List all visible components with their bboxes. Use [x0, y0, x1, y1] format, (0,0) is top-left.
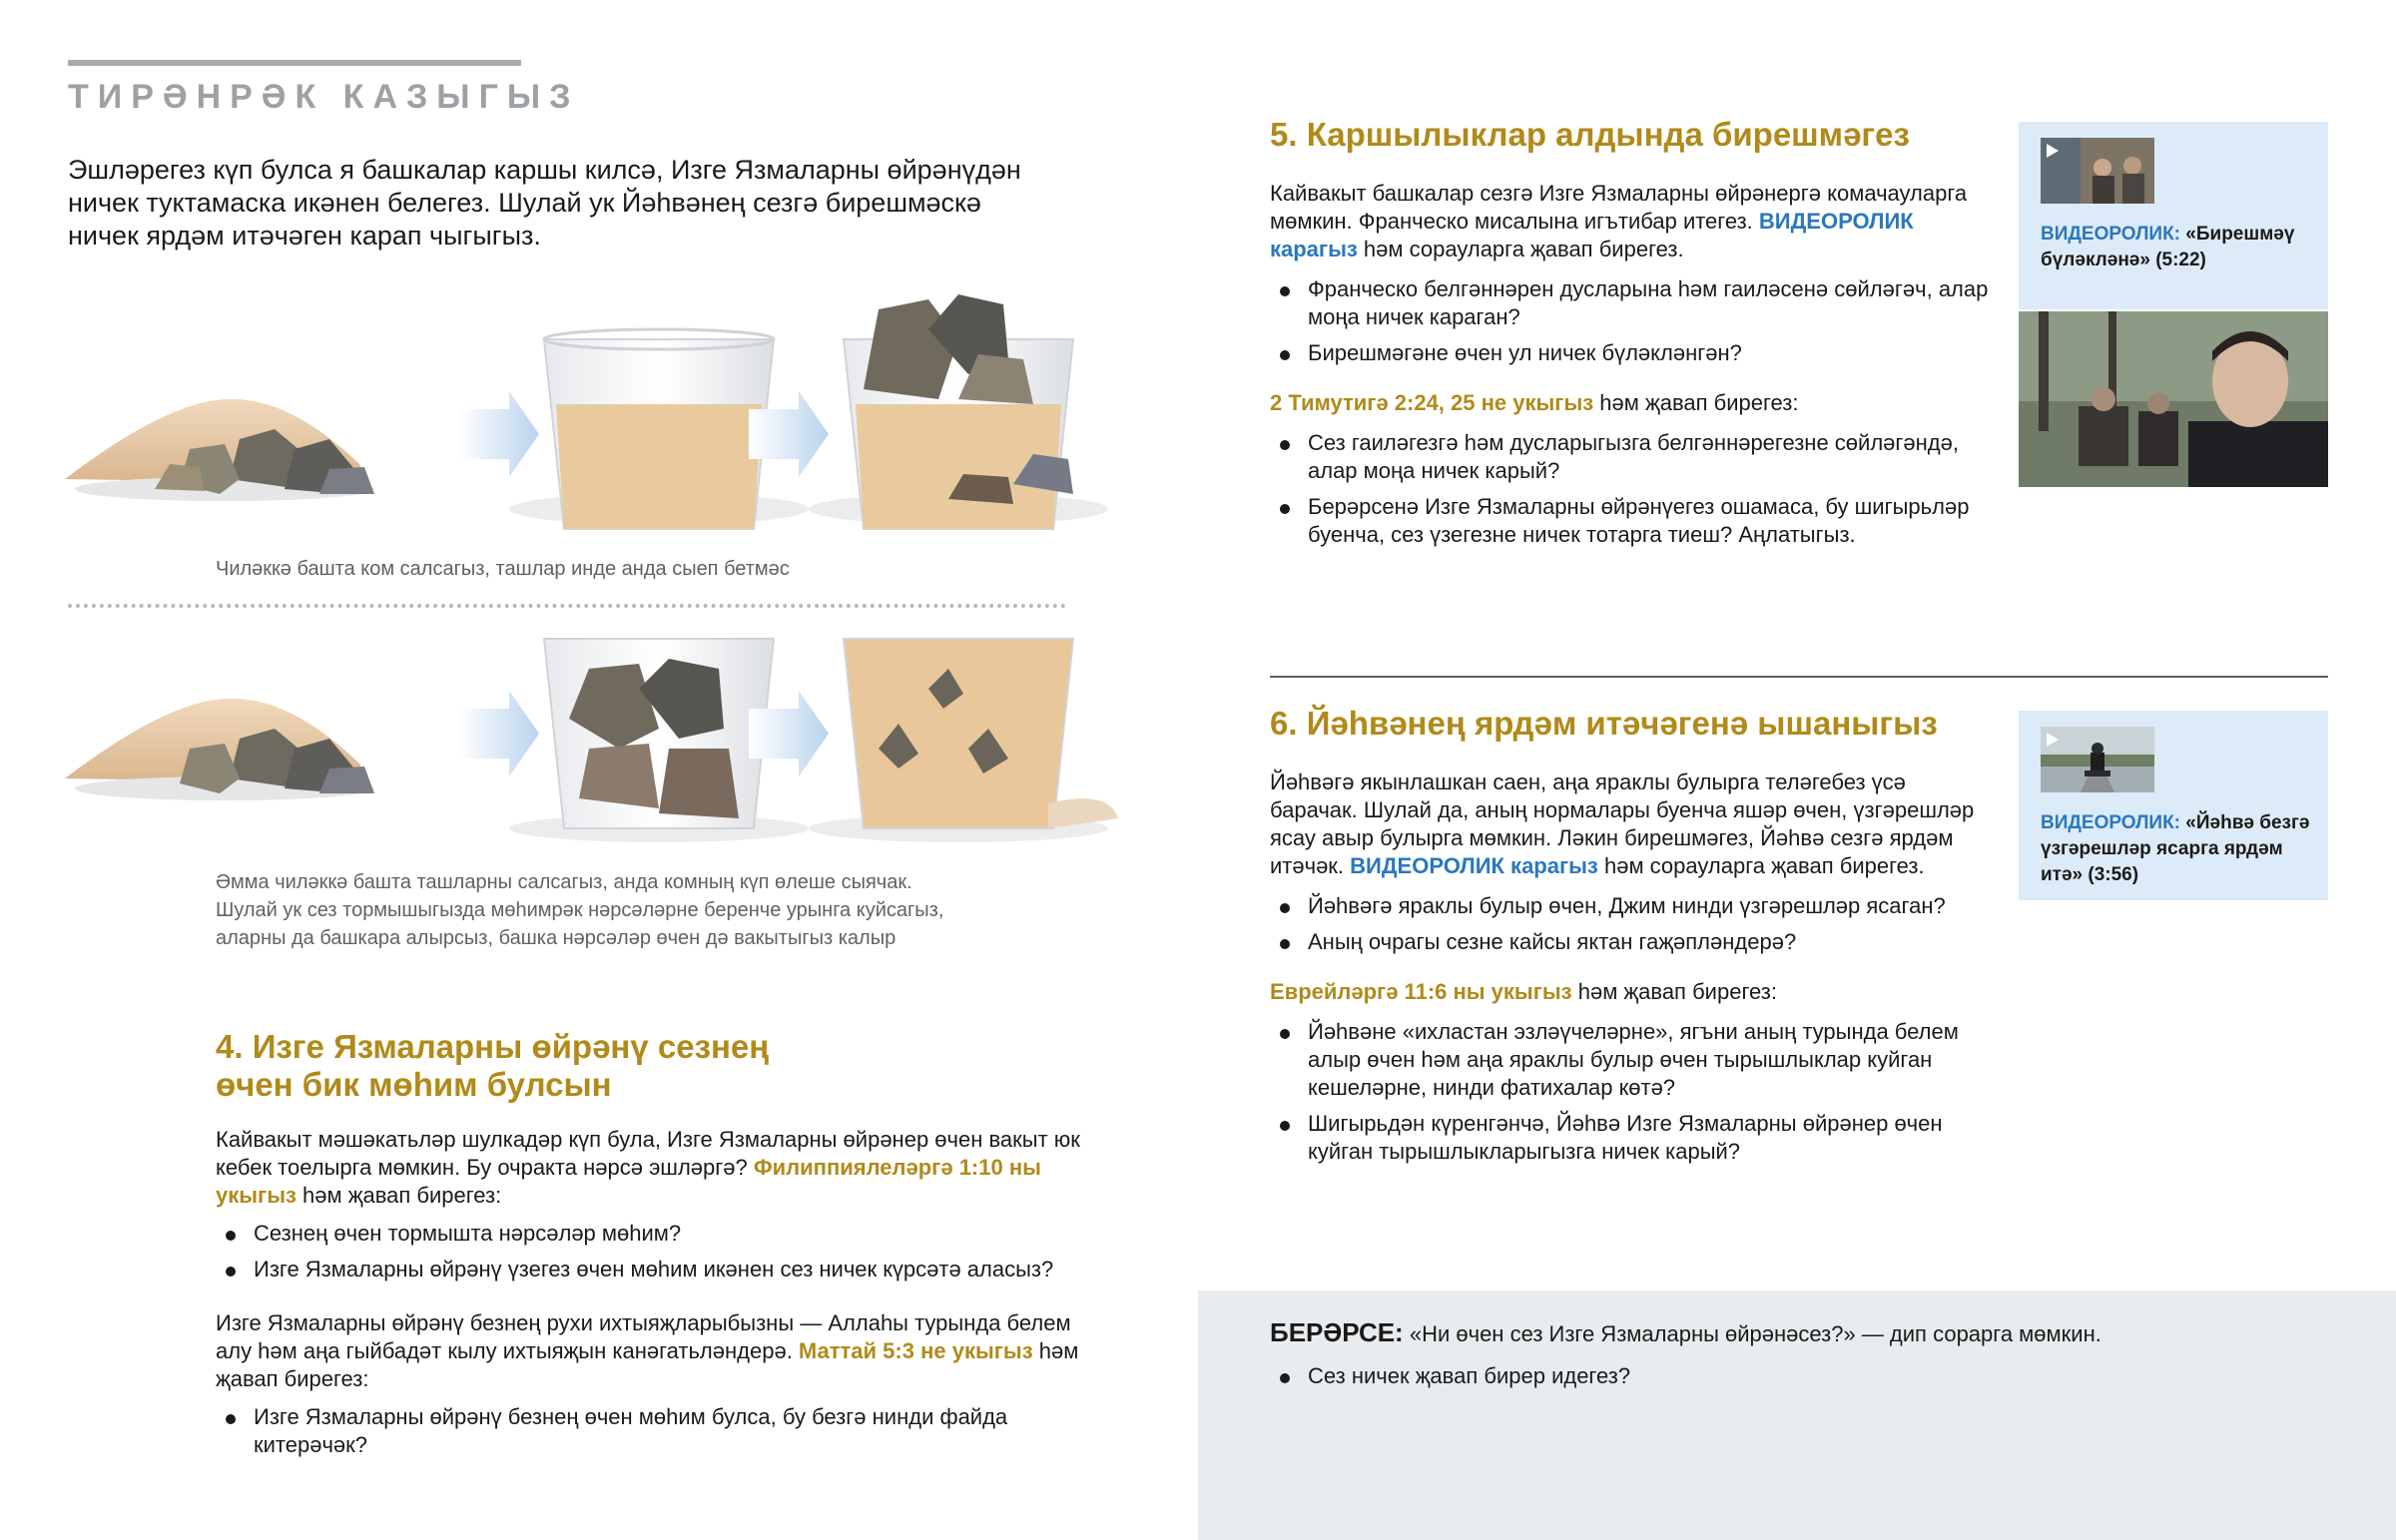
video-still-photo [2019, 311, 2328, 487]
video-caption: ВИДЕОРОЛИК: «Йәһвә безгә үзгәрешләр ясарга ярдәм итә» (3:56) [2041, 812, 2310, 885]
list-item: Бирешмәгәне өчен ул ничек бүләкләнгән? [1270, 339, 1989, 367]
caption-sand-first: Чиләккә башта ком салсагыз, ташлар инде анда сыеп бетмәс [216, 558, 790, 580]
video-thumbnail-art [2041, 727, 2154, 792]
scripture-link[interactable]: Еврейләргә 11:6 ны укыгыз [1270, 979, 1572, 1004]
list-item: Сезнең өчен тормышта нәрсәләр мөһим? [216, 1220, 1084, 1248]
section-4-questions-1 [216, 1220, 1084, 1283]
video-caption: ВИДЕОРОЛИК: «Бирешмәү бүләкләнә» (5:22) [2041, 224, 2295, 270]
someone-may-ask-text: БЕРӘРСЕ: «Ни өчен сез Изге Язмаларны өйрәнәсез?» — дип сорарга мөмкин. [1270, 1317, 2101, 1347]
list-item: Франческо белгәннәрен дусларына һәм гаиләсенә сөйләгәч, алар моңа ничек караган? [1270, 275, 1989, 331]
section-6-paragraph: Йәһвәгә якынлашкан саен, аңа яраклы булырга теләгебез үсә барачак. Шулай да, аның нормалары буенча яшәр өчен, үзгәрешләр ясау авыр булырга мөмкин. Ләкин бирешмәгез, Йәһвә сезгә ярдәм итәчәк. ВИДЕОРОЛИК карагыз һәм сорауларга җавап бирегез. [1270, 770, 1975, 878]
video-thumbnail-art [2041, 138, 2154, 204]
section-4-title-line: 4. Изге Язмаларны өйрәнү сезнең [216, 1028, 770, 1065]
cup-illustration [809, 294, 1108, 529]
video-link[interactable]: ВИДЕОРОЛИК карагыз [1350, 853, 1598, 878]
caption-line: Әмма чиләккә башта ташларны салсагыз, анда комның күп өлеше сыячак. [216, 871, 912, 893]
header-rule [68, 60, 521, 66]
sand-first-illustration [60, 279, 1118, 549]
dotted-divider [68, 604, 1066, 608]
section-5-title: 5. Каршылыклар алдында бирешмәгез [1270, 116, 1910, 153]
scripture-link[interactable]: 2 Тимутигә 2:24, 25 не укыгыз [1270, 390, 1594, 415]
section-6-questions-1 [1270, 892, 1989, 956]
photo-art [2019, 311, 2328, 487]
list-item: Йәһвәгә яраклы булыр өчен, Джим нинди үзгәрешләр ясаган? [1270, 892, 1989, 920]
list-item: Аның очрагы сезне кайсы яктан гаҗәпләндерә? [1270, 928, 1989, 956]
intro-text: Эшләрегез күп булса я башкалар каршы килсә, Изге Язмаларны өйрәнүдән ничек туктамаска икәнен белегез. Шулай ук Йәһвәнең сезгә бирешмәскә ничек ярдәм итәчәген карап чыгыгыз. [68, 155, 1021, 251]
section-5-questions-1 [1270, 275, 1989, 367]
arrow-right-icon [459, 691, 539, 776]
section-4-questions-2 [216, 1403, 1084, 1459]
arrow-right-icon [459, 391, 539, 477]
section-5-questions-2 [1270, 429, 1989, 549]
section-4-title [216, 1028, 1114, 1104]
caption-rocks-first [216, 868, 1054, 952]
section-4-paragraph-1: Кайвакыт мәшәкатьләр шулкадәр күп була, Изге Язмаларны өйрәнер өчен вакыт юк кебек тоелырга мөмкин. Бу очракта нәрсә эшләргә? Филиппиялеләргә 1:10 ны укыгыз һәм җавап бирегез: [216, 1127, 1080, 1208]
video-box-2[interactable] [2019, 711, 2328, 900]
cup-illustration [809, 639, 1118, 842]
video-link[interactable]: ВИДЕОРОЛИК карагыз [1270, 209, 1914, 261]
video-thumbnail[interactable] [2041, 727, 2154, 792]
someone-questions [1270, 1362, 1630, 1390]
caption-line: Шулай ук сез тормышыгызда мөһимрәк нәрсәләрне беренче урынга куйсагыз, [216, 899, 944, 921]
someone-may-ask-box [1198, 1290, 2396, 1540]
list-item: Берәрсенә Изге Язмаларны өйрәнүегез ошамаса, бу шигырьләр буенча, сез үзегезне ничек тотарга тиеш? Аңлатыгыз. [1270, 493, 1989, 549]
video-thumbnail[interactable] [2041, 138, 2154, 204]
list-item: Шигырьдән күренгәнчә, Йәһвә Изге Язмаларны өйрәнер өчен куйган тырышлыкларыгызга ничек карый? [1270, 1110, 1989, 1166]
section-6-questions-2 [1270, 1018, 1989, 1166]
section-6-title: 6. Йәһвәнең ярдәм итәчәгенә ышаныгыз [1270, 705, 1938, 742]
page-header: ТИРӘНРӘК КАЗЫГЫЗ [68, 78, 580, 116]
section-divider [1270, 676, 2328, 678]
rocks-first-illustration [60, 629, 1118, 858]
scripture-link[interactable]: Маттай 5:3 не укыгыз [798, 1338, 1033, 1363]
list-item: Сез ничек җавап бирер идегез? [1270, 1362, 1630, 1390]
list-item: Йәһвәне «ихластан эзләүчеләрне», ягъни аның турында белем алыр өчен һәм аңа яраклы булыр өчен тырышлыклар куйган кешеләрне, нинди фатихалар көтә? [1270, 1018, 1989, 1102]
section-4-body [216, 1126, 1084, 1467]
caption-line: аларны да башкара алырсыз, башка нәрсәләр өчен дә вакытыгыз калыр [216, 927, 897, 949]
section-5-paragraph: Кайвакыт башкалар сезгә Изге Язмаларны өйрәнергә комачауларга мөмкин. Франческо мисалына игътибар итегез. ВИДЕОРОЛИК карагыз һәм сорауларга җавап бирегез. [1270, 181, 1968, 261]
section-4-title-line: өчен бик мөһим булсын [216, 1066, 612, 1103]
section-6-scripture-line: Еврейләргә 11:6 ны укыгыз һәм җавап бирегез: [1270, 979, 1777, 1004]
list-item: Изге Язмаларны өйрәнү үзегез өчен мөһим икәнен сез ничек күрсәтә аласыз? [216, 1256, 1084, 1283]
video-box-1[interactable] [2019, 122, 2328, 309]
section-5-scripture-line: 2 Тимутигә 2:24, 25 не укыгыз һәм җавап бирегез: [1270, 390, 1799, 415]
section-6-body [1270, 769, 1989, 1174]
section-5-body [1270, 180, 1989, 557]
scripture-link[interactable]: Филиппиялеләргә 1:10 ны укыгыз [216, 1155, 1041, 1208]
list-item: Сез гаиләгезгә һәм дусларыгызга белгәннәрегезне сөйләгәндә, алар моңа ничек карый? [1270, 429, 1989, 485]
section-4-paragraph-2: Изге Язмаларны өйрәнү безнең рухи ихтыяҗларыбызны — Аллаһы турында белем алу һәм аңа гыйбадәт кылу ихтыяҗын канәгатьләндерә. Маттай 5:3 не укыгыз һәм җавап бирегез: [216, 1310, 1079, 1391]
list-item: Изге Язмаларны өйрәнү безнең өчен мөһим булса, бу безгә нинди файда китерәчәк? [216, 1403, 1084, 1459]
